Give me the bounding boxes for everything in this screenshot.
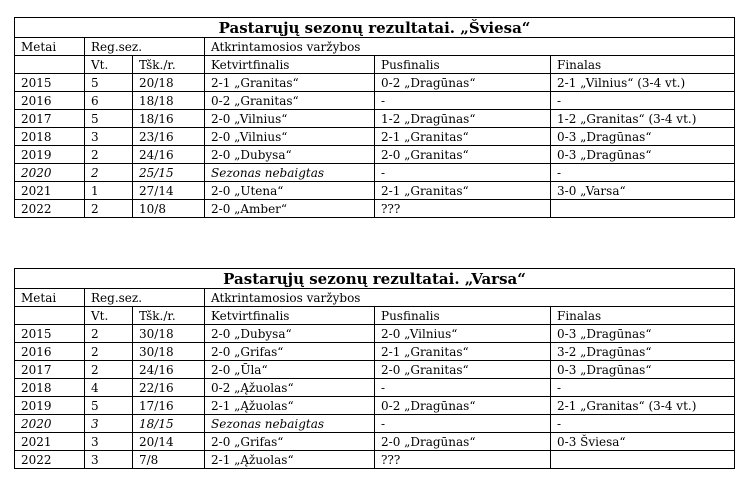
cell-place: 1 xyxy=(85,182,133,200)
cell-quarterfinal: 2-0 „Dubysa“ xyxy=(205,325,375,343)
cell-year: 2017 xyxy=(15,361,85,379)
cell-points: 20/18 xyxy=(133,74,205,92)
cell-quarterfinal: 2-0 „Dubysa“ xyxy=(205,146,375,164)
cell-semifinal: 2-0 „Granitas“ xyxy=(375,146,551,164)
table-row xyxy=(15,361,735,379)
cell-quarterfinal: 0-2 „Granitas“ xyxy=(205,92,375,110)
cell-place: 2 xyxy=(85,361,133,379)
cell-final: 0-3 Šviesa“ xyxy=(551,433,735,451)
table-row xyxy=(15,325,735,343)
table-row xyxy=(15,379,735,397)
cell-quarterfinal: 2-0 „Grifas“ xyxy=(205,433,375,451)
cell-points: 20/14 xyxy=(133,433,205,451)
cell-quarterfinal: 0-2 „Ąžuolas“ xyxy=(205,379,375,397)
cell-place: 3 xyxy=(85,415,133,433)
cell-semifinal: 2-0 „Vilnius“ xyxy=(375,325,551,343)
header-row-2 xyxy=(15,307,735,325)
cell-place: 2 xyxy=(85,343,133,361)
cell-semifinal: - xyxy=(375,164,551,182)
cell-quarterfinal: 2-1 „Granitas“ xyxy=(205,74,375,92)
table-row xyxy=(15,128,735,146)
table-row xyxy=(15,182,735,200)
cell-points: 22/16 xyxy=(133,379,205,397)
cell-semifinal: 2-1 „Granitas“ xyxy=(375,128,551,146)
cell-place: 2 xyxy=(85,200,133,218)
table-row xyxy=(15,110,735,128)
cell-semifinal: - xyxy=(375,379,551,397)
results-table-sviesa xyxy=(14,17,735,218)
cell-place: 5 xyxy=(85,397,133,415)
header-semifinal: Pusfinalis xyxy=(375,56,551,74)
cell-semifinal: 2-0 „Dragūnas“ xyxy=(375,433,551,451)
cell-year: 2018 xyxy=(15,128,85,146)
cell-final: 0-3 „Dragūnas“ xyxy=(551,361,735,379)
cell-year: 2018 xyxy=(15,379,85,397)
cell-semifinal: ??? xyxy=(375,200,551,218)
header-playoffs: Atkrintamosios varžybos xyxy=(205,38,735,56)
table-row xyxy=(15,343,735,361)
table-title: Pastarųjų sezonų rezultatai. „Varsa“ xyxy=(15,269,735,289)
cell-year: 2015 xyxy=(15,74,85,92)
cell-semifinal: ??? xyxy=(375,451,551,469)
header-regular-season: Reg.sez. xyxy=(85,289,205,307)
cell-semifinal: 2-1 „Granitas“ xyxy=(375,182,551,200)
cell-year: 2017 xyxy=(15,110,85,128)
cell-place: 2 xyxy=(85,325,133,343)
cell-points: 30/18 xyxy=(133,343,205,361)
header-empty xyxy=(15,307,85,325)
cell-quarterfinal: 2-0 „Amber“ xyxy=(205,200,375,218)
cell-year: 2020 xyxy=(15,415,85,433)
header-quarterfinal: Ketvirtfinalis xyxy=(205,307,375,325)
header-year: Metai xyxy=(15,289,85,307)
cell-points: 17/16 xyxy=(133,397,205,415)
cell-final: - xyxy=(551,379,735,397)
header-playoffs: Atkrintamosios varžybos xyxy=(205,289,735,307)
header-year: Metai xyxy=(15,38,85,56)
cell-place: 2 xyxy=(85,164,133,182)
table-row xyxy=(15,415,735,433)
cell-final: 3-0 „Varsa“ xyxy=(551,182,735,200)
cell-points: 18/18 xyxy=(133,92,205,110)
header-points: Tšk./r. xyxy=(133,56,205,74)
table-row xyxy=(15,397,735,415)
cell-points: 25/15 xyxy=(133,164,205,182)
title-row xyxy=(15,269,735,289)
cell-final: 2-1 „Vilnius“ (3-4 vt.) xyxy=(551,74,735,92)
cell-semifinal: 0-2 „Dragūnas“ xyxy=(375,74,551,92)
cell-final: 0-3 „Dragūnas“ xyxy=(551,325,735,343)
cell-place: 3 xyxy=(85,128,133,146)
cell-year: 2021 xyxy=(15,182,85,200)
cell-year: 2022 xyxy=(15,200,85,218)
cell-quarterfinal: 2-0 „Grifas“ xyxy=(205,343,375,361)
header-quarterfinal: Ketvirtfinalis xyxy=(205,56,375,74)
table-body xyxy=(15,18,735,218)
cell-place: 5 xyxy=(85,110,133,128)
header-empty xyxy=(15,56,85,74)
header-row-1 xyxy=(15,38,735,56)
cell-quarterfinal: 2-0 „Ūla“ xyxy=(205,361,375,379)
table-row xyxy=(15,74,735,92)
cell-place: 6 xyxy=(85,92,133,110)
cell-final: 0-3 „Dragūnas“ xyxy=(551,128,735,146)
header-place: Vt. xyxy=(85,307,133,325)
results-table-varsa xyxy=(14,268,735,469)
cell-year: 2020 xyxy=(15,164,85,182)
cell-semifinal: 2-1 „Granitas“ xyxy=(375,343,551,361)
header-row-1 xyxy=(15,289,735,307)
cell-quarterfinal: 2-0 „Vilnius“ xyxy=(205,128,375,146)
header-row-2 xyxy=(15,56,735,74)
table-row xyxy=(15,92,735,110)
cell-final: 1-2 „Granitas“ (3-4 vt.) xyxy=(551,110,735,128)
cell-final: 2-1 „Granitas“ (3-4 vt.) xyxy=(551,397,735,415)
cell-quarterfinal: Sezonas nebaigtas xyxy=(205,164,375,182)
cell-points: 27/14 xyxy=(133,182,205,200)
header-points: Tšk./r. xyxy=(133,307,205,325)
cell-quarterfinal: 2-1 „Ąžuolas“ xyxy=(205,451,375,469)
cell-year: 2019 xyxy=(15,397,85,415)
table-row xyxy=(15,200,735,218)
title-row xyxy=(15,18,735,38)
cell-place: 4 xyxy=(85,379,133,397)
cell-year: 2021 xyxy=(15,433,85,451)
cell-place: 5 xyxy=(85,74,133,92)
cell-points: 18/16 xyxy=(133,110,205,128)
cell-points: 7/8 xyxy=(133,451,205,469)
cell-final: - xyxy=(551,415,735,433)
cell-final: 3-2 „Dragūnas“ xyxy=(551,343,735,361)
cell-place: 3 xyxy=(85,433,133,451)
cell-quarterfinal: 2-0 „Utena“ xyxy=(205,182,375,200)
cell-place: 3 xyxy=(85,451,133,469)
cell-year: 2019 xyxy=(15,146,85,164)
table-body xyxy=(15,269,735,469)
cell-semifinal: 2-0 „Granitas“ xyxy=(375,361,551,379)
cell-quarterfinal: Sezonas nebaigtas xyxy=(205,415,375,433)
cell-place: 2 xyxy=(85,146,133,164)
cell-final: 0-3 „Dragūnas“ xyxy=(551,146,735,164)
cell-year: 2016 xyxy=(15,343,85,361)
cell-quarterfinal: 2-0 „Vilnius“ xyxy=(205,110,375,128)
table-row xyxy=(15,146,735,164)
header-regular-season: Reg.sez. xyxy=(85,38,205,56)
cell-points: 30/18 xyxy=(133,325,205,343)
cell-points: 23/16 xyxy=(133,128,205,146)
table-row xyxy=(15,433,735,451)
cell-final xyxy=(551,451,735,469)
table-row xyxy=(15,451,735,469)
cell-quarterfinal: 2-1 „Ąžuolas“ xyxy=(205,397,375,415)
cell-semifinal: 0-2 „Dragūnas“ xyxy=(375,397,551,415)
cell-final: - xyxy=(551,164,735,182)
cell-semifinal: 1-2 „Dragūnas“ xyxy=(375,110,551,128)
header-final: Finalas xyxy=(551,56,735,74)
header-final: Finalas xyxy=(551,307,735,325)
cell-final: - xyxy=(551,92,735,110)
cell-semifinal: - xyxy=(375,92,551,110)
cell-points: 10/8 xyxy=(133,200,205,218)
table-row xyxy=(15,164,735,182)
cell-semifinal: - xyxy=(375,415,551,433)
cell-year: 2022 xyxy=(15,451,85,469)
cell-year: 2015 xyxy=(15,325,85,343)
header-semifinal: Pusfinalis xyxy=(375,307,551,325)
table-title: Pastarųjų sezonų rezultatai. „Šviesa“ xyxy=(15,18,735,38)
cell-points: 24/16 xyxy=(133,146,205,164)
header-place: Vt. xyxy=(85,56,133,74)
cell-final xyxy=(551,200,735,218)
cell-points: 24/16 xyxy=(133,361,205,379)
cell-year: 2016 xyxy=(15,92,85,110)
cell-points: 18/15 xyxy=(133,415,205,433)
